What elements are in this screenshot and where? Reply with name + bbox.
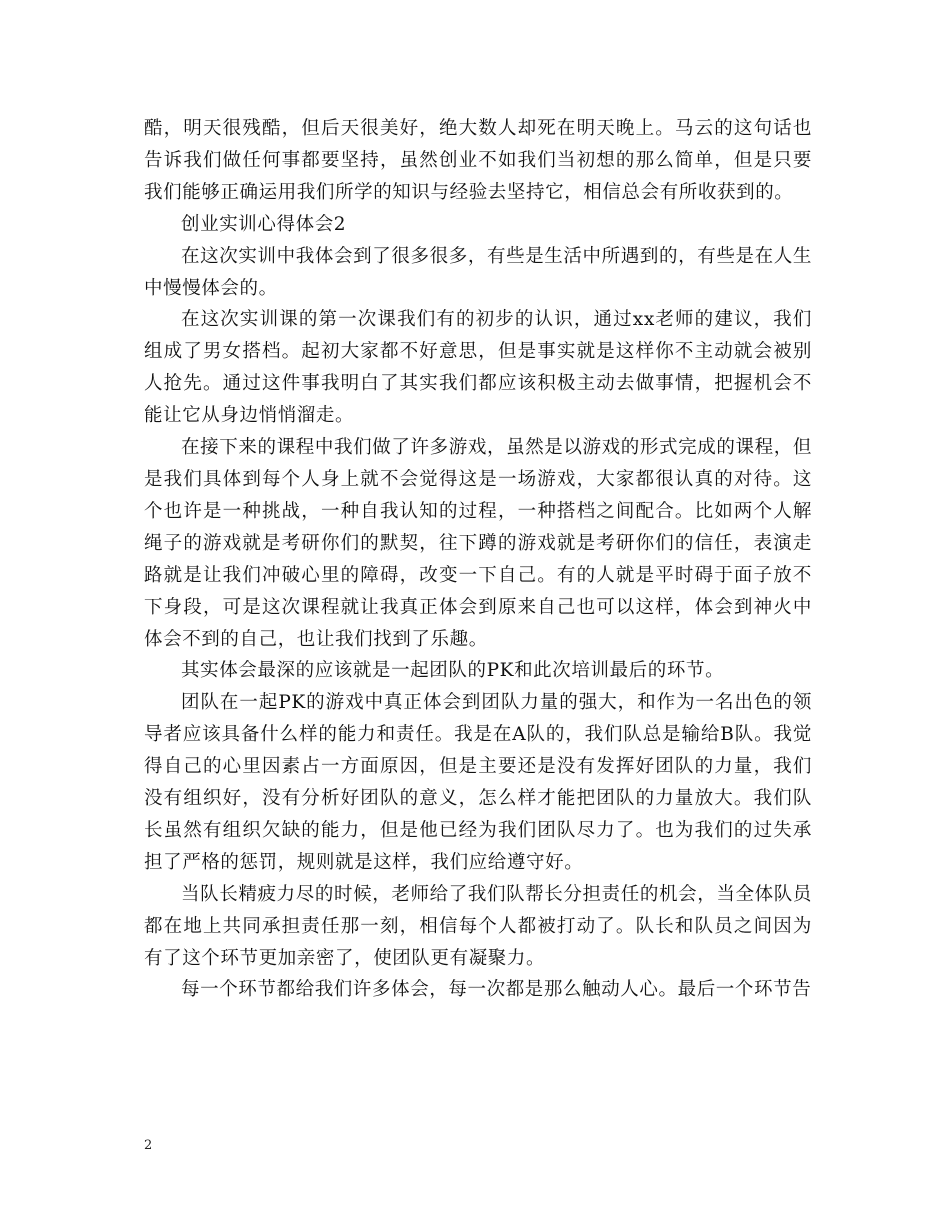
page-number: 2 xyxy=(144,1138,153,1153)
body-paragraph: 在这次实训中我体会到了很多很多，有些是生活中所遇到的，有些是在人生中慢慢体会的。 xyxy=(144,245,812,299)
body-paragraph: 在这次实训课的第一次课我们有的初步的认识，通过xx老师的建议，我们组成了男女搭档。起初大家都不好意思，但是事实就是这样你不主动就会被别人抢先。通过这件事我明白了其实我们都应该积极主动去做事情，把握机会不能让它从身边悄悄溜走。 xyxy=(144,309,812,427)
document-page xyxy=(144,113,812,1006)
body-paragraph: 每一个环节都给我们许多体会，每一次都是那么触动人心。最后一个环节告 xyxy=(181,979,812,1001)
body-paragraph: 团队在一起PK的游戏中真正体会到团队力量的强大，和作为一名出色的领导者应该具备什么样的能力和责任。我是在A队的，我们队总是输给B队。我觉得自己的心里因素占一方面原因，但是主要还是没有发挥好团队的力量，我们没有组织好，没有分析好团队的意义，怎么样才能把团队的力量放大。我们队长虽然有组织欠缺的能力，但是他已经为我们团队尽力了。也为我们的过失承担了严格的惩罚，规则就是这样，我们应给遵守好。 xyxy=(144,692,812,873)
body-paragraph: 其实体会最深的应该就是一起团队的PK和此次培训最后的环节。 xyxy=(181,660,725,682)
continuation-paragraph: 酷，明天很残酷，但后天很美好，绝大数人却死在明天晚上。马云的这句话也告诉我们做任何事都要坚持，虽然创业不如我们当初想的那么简单，但是只要我们能够正确运用我们所学的知识与经验去坚持它，相信总会有所收获到的。 xyxy=(144,118,812,203)
section-heading: 创业实训心得体会2 xyxy=(181,213,347,235)
body-paragraph: 当队长精疲力尽的时候，老师给了我们队帮长分担责任的机会，当全体队员都在地上共同承担责任那一刻，相信每个人都被打动了。队长和队员之间因为有了这个环节更加亲密了，使团队更有凝聚力。 xyxy=(144,883,812,969)
body-paragraph: 在接下来的课程中我们做了许多游戏，虽然是以游戏的形式完成的课程，但是我们具体到每个人身上就不会觉得这是一场游戏，大家都很认真的对待。这个也许是一种挑战，一种自我认知的过程，一种搭档之间配合。比如两个人解绳子的游戏就是考研你们的默契，往下蹲的游戏就是考研你们的信任，表演走路就是让我们冲破心里的障碍，改变一下自己。有的人就是平时碍于面子放不下身段，可是这次课程就让我真正体会到原来自己也可以这样，体会到神火中体会不到的自己，也让我们找到了乐趣。 xyxy=(144,437,812,650)
